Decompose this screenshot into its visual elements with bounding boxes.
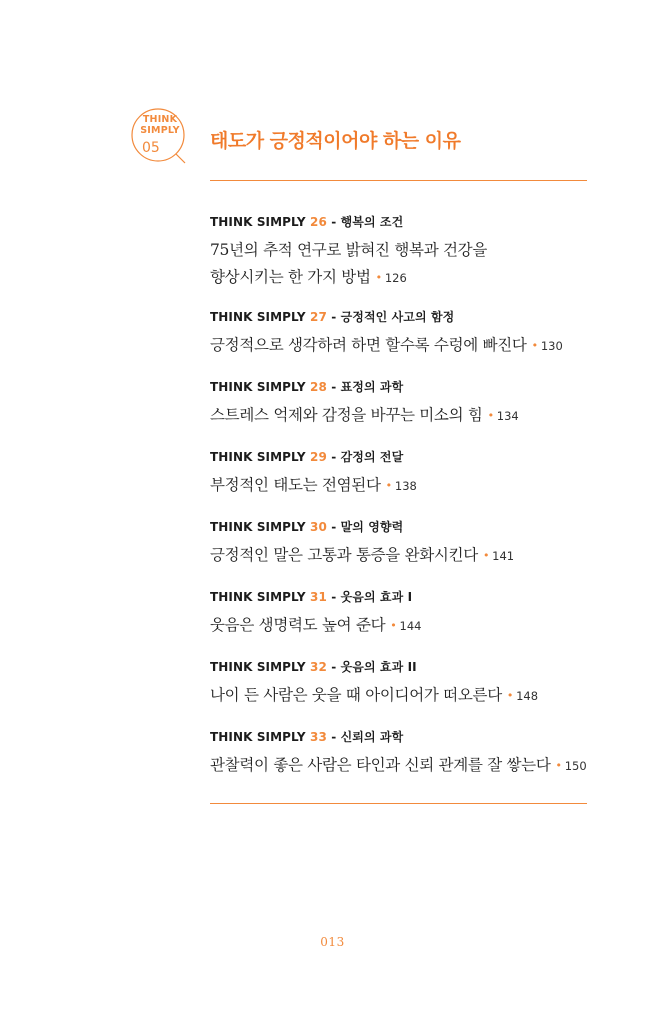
entry-label: THINK SIMPLY <box>210 520 306 534</box>
bullet-icon: • <box>555 759 562 772</box>
entry-page-number: 141 <box>492 549 515 563</box>
bullet-icon: • <box>385 479 392 492</box>
entry-description <box>210 402 600 430</box>
toc-entry-28[interactable] <box>210 379 600 430</box>
entry-heading <box>210 659 600 675</box>
bullet-icon: • <box>487 409 494 422</box>
entry-line: 웃음은 생명력도 높여 준다 <box>210 616 386 634</box>
entry-page-number: 138 <box>394 479 417 493</box>
entry-label: THINK SIMPLY <box>210 310 306 324</box>
entry-heading <box>210 309 600 325</box>
entry-line: 긍정적인 말은 고통과 통증을 완화시킨다 <box>210 546 478 564</box>
entry-number: 32 <box>310 660 327 674</box>
badge-chapter-number: 05 <box>142 140 160 156</box>
entry-description <box>210 472 600 500</box>
entry-heading <box>210 589 600 605</box>
entry-description <box>210 332 600 360</box>
entry-separator: - <box>326 590 341 604</box>
bottom-divider <box>210 803 587 804</box>
entry-separator: - <box>326 730 341 744</box>
entry-separator: - <box>326 520 341 534</box>
entry-topic: 웃음의 효과 II <box>340 660 417 674</box>
entry-separator: - <box>326 380 341 394</box>
toc-entry-27[interactable] <box>210 309 600 360</box>
entry-number: 28 <box>310 380 327 394</box>
badge-simply-label: SIMPLY <box>140 124 180 136</box>
entry-heading <box>210 214 600 230</box>
entry-topic: 행복의 조건 <box>340 215 404 229</box>
entry-separator: - <box>326 215 341 229</box>
entry-page-number: 148 <box>516 689 539 703</box>
entry-heading <box>210 379 600 395</box>
chapter-title: 태도가 긍정적이어야 하는 이유 <box>210 130 461 152</box>
bullet-icon: • <box>375 271 382 284</box>
bullet-icon: • <box>531 339 538 352</box>
entry-topic: 긍정적인 사고의 함정 <box>340 310 455 324</box>
entry-number: 29 <box>310 450 327 464</box>
entry-topic: 감정의 전달 <box>340 450 404 464</box>
entry-line: 관찰력이 좋은 사람은 타인과 신뢰 관계를 잘 쌓는다 <box>210 756 551 774</box>
entry-number: 30 <box>310 520 327 534</box>
entry-number: 31 <box>310 590 327 604</box>
entry-line: 스트레스 억제와 감정을 바꾸는 미소의 힘 <box>210 406 483 424</box>
entry-topic: 신뢰의 과학 <box>340 730 404 744</box>
entry-page-number: 126 <box>384 271 407 285</box>
entry-topic: 표정의 과학 <box>340 380 404 394</box>
bullet-icon: • <box>506 689 514 702</box>
entry-page-number: 134 <box>496 409 519 423</box>
entry-separator: - <box>326 450 341 464</box>
top-divider <box>210 180 587 181</box>
entry-label: THINK SIMPLY <box>210 450 306 464</box>
toc-entry-31[interactable] <box>210 589 600 640</box>
entry-line: 향상시키는 한 가지 방법 <box>210 268 371 286</box>
entry-number: 27 <box>310 310 327 324</box>
entry-label: THINK SIMPLY <box>210 730 306 744</box>
bullet-icon: • <box>482 549 490 562</box>
entry-description <box>210 682 600 710</box>
entry-heading <box>210 729 600 745</box>
entry-number: 33 <box>310 730 327 744</box>
toc-entry-32[interactable] <box>210 659 600 710</box>
entry-number: 26 <box>310 215 327 229</box>
entry-label: THINK SIMPLY <box>210 380 306 394</box>
entry-label: THINK SIMPLY <box>210 590 306 604</box>
entry-label: THINK SIMPLY <box>210 215 306 229</box>
toc-entry-26[interactable] <box>210 214 600 292</box>
entry-line: 긍정적으로 생각하려 하면 할수록 수렁에 빠진다 <box>210 336 527 354</box>
entry-page-number: 130 <box>540 339 563 353</box>
badge-think-label: THINK <box>142 114 178 125</box>
toc-entry-29[interactable] <box>210 449 600 500</box>
entry-separator: - <box>326 310 341 324</box>
entry-page-number: 144 <box>399 619 422 633</box>
bullet-icon: • <box>390 619 397 632</box>
entry-separator: - <box>326 660 341 674</box>
entry-topic: 말의 영향력 <box>340 520 404 534</box>
entry-description <box>210 542 600 570</box>
entry-topic: 웃음의 효과 I <box>340 590 413 604</box>
toc-entry-33[interactable] <box>210 729 600 780</box>
entry-description <box>210 612 600 640</box>
entry-line: 나이 든 사람은 웃을 때 아이디어가 떠오른다 <box>210 686 502 704</box>
entry-description <box>210 237 600 292</box>
chapter-badge <box>128 106 192 170</box>
entry-line: 75년의 추적 연구로 밝혀진 행복과 건강을 <box>210 241 488 259</box>
entry-label: THINK SIMPLY <box>210 660 306 674</box>
toc-entry-30[interactable] <box>210 519 600 570</box>
entry-heading <box>210 449 600 465</box>
entry-page-number: 150 <box>564 759 587 773</box>
entry-line: 부정적인 태도는 전염된다 <box>210 476 381 494</box>
page-number: 013 <box>320 935 345 949</box>
entry-description <box>210 752 600 780</box>
entry-heading <box>210 519 600 535</box>
